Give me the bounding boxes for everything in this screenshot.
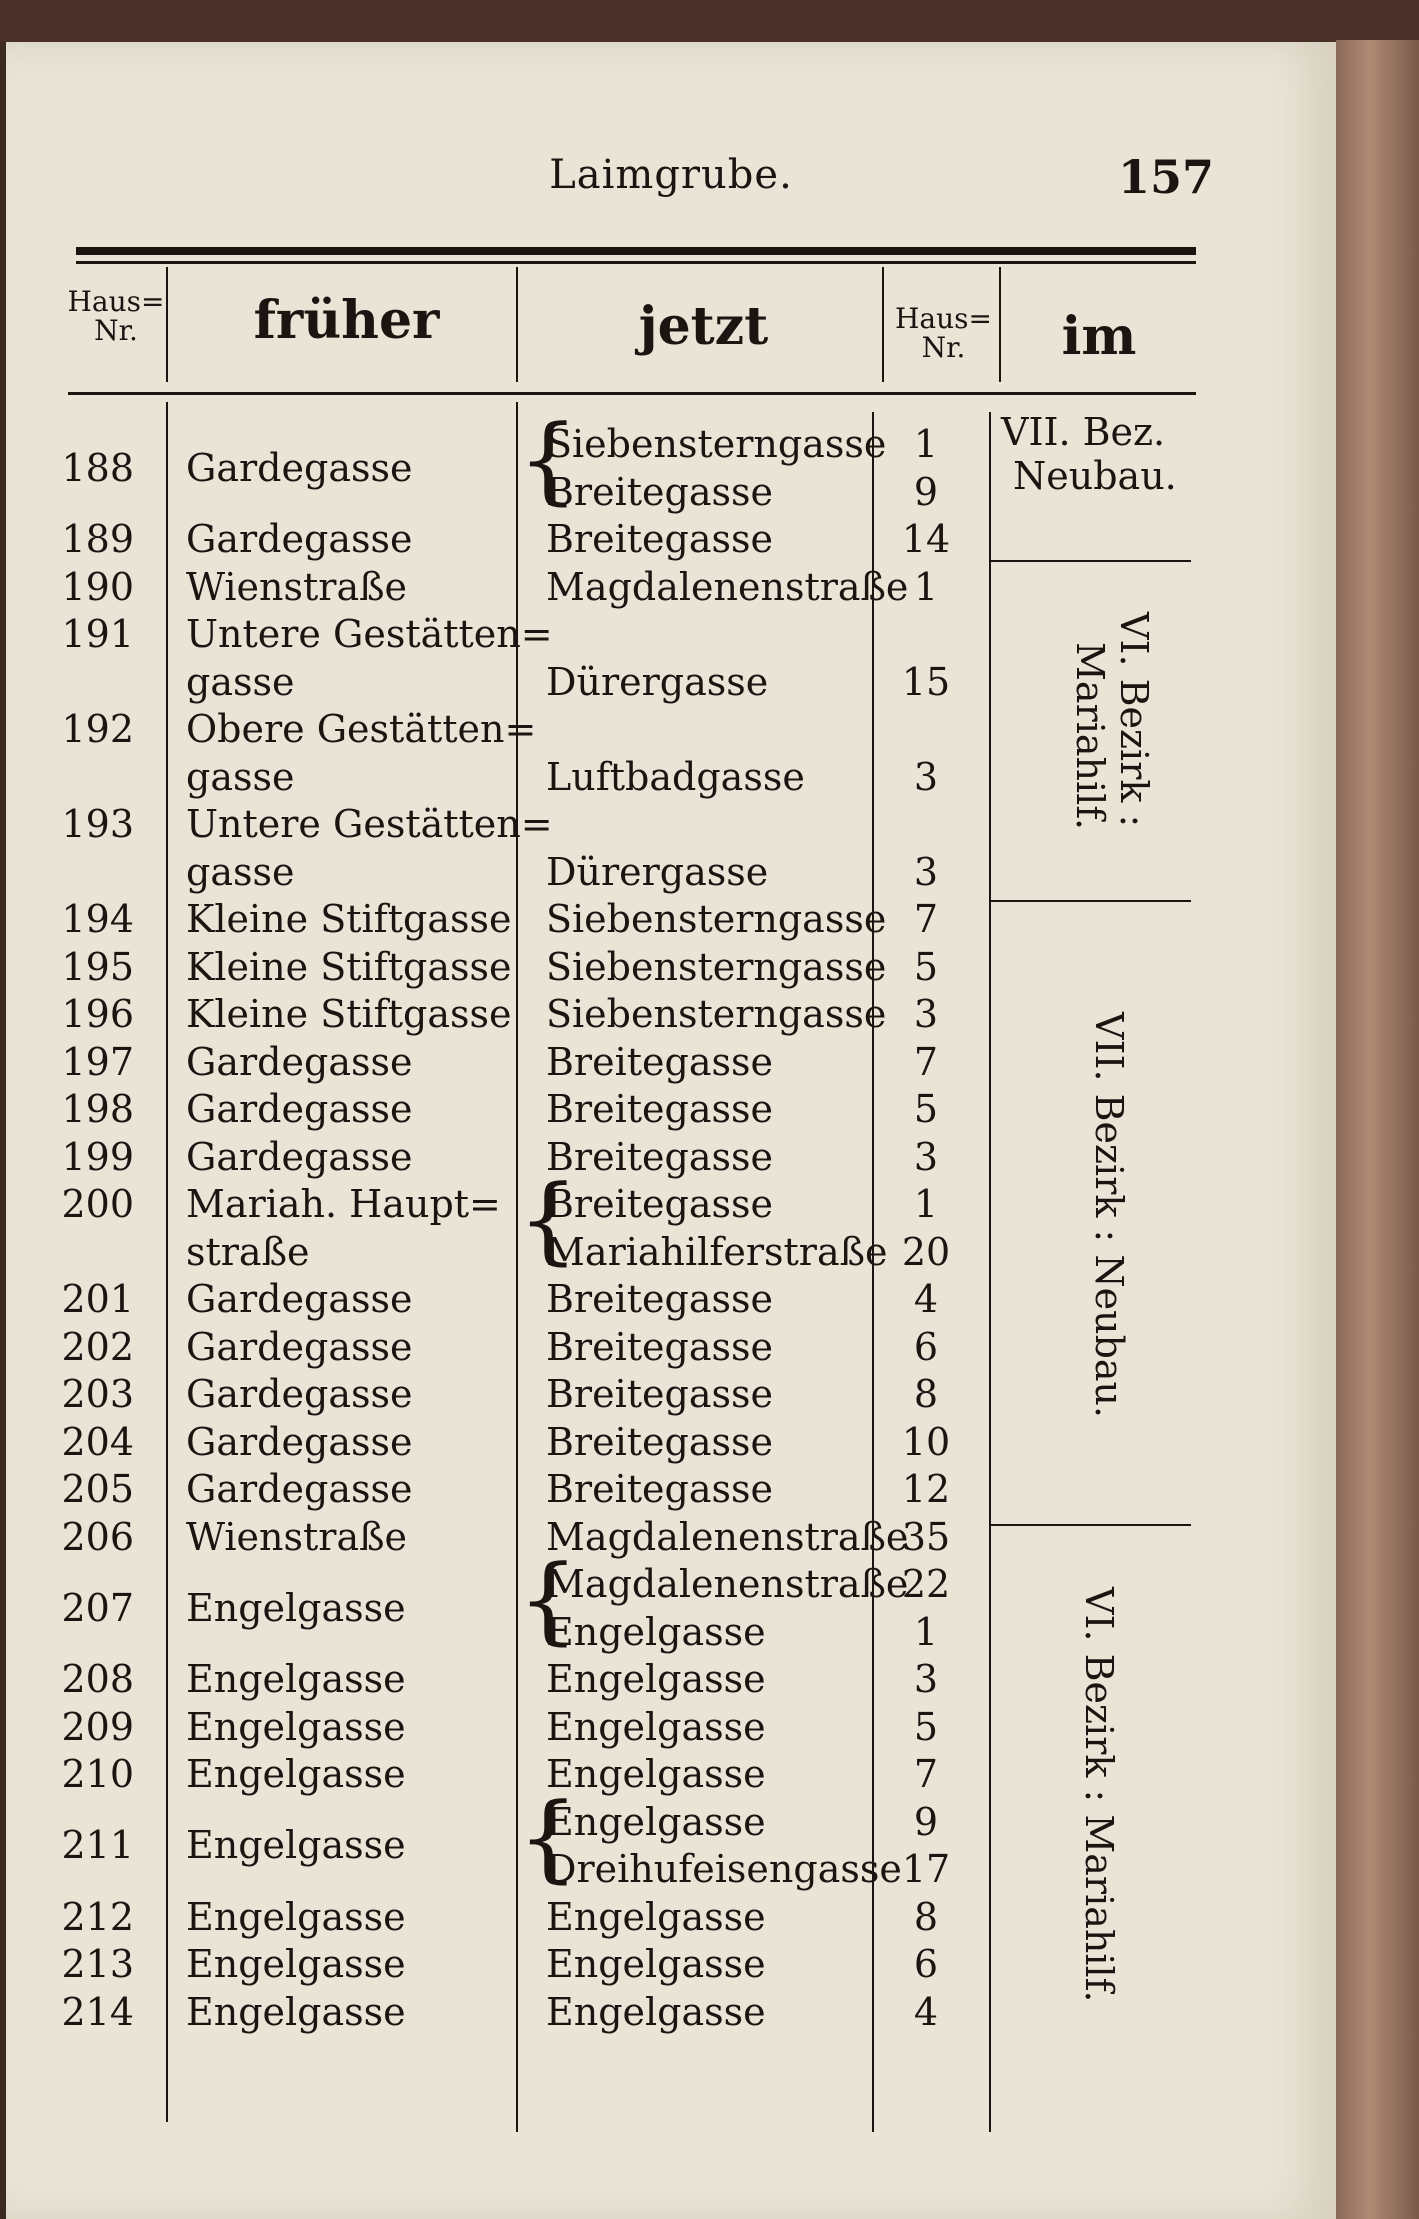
current-house-number: 8 bbox=[913, 1372, 939, 1416]
house-number: 201 bbox=[61, 1277, 134, 1321]
col-head-nr-label: Nr. bbox=[921, 331, 966, 365]
current-house-number: 1 bbox=[913, 564, 939, 609]
current-house-number: 15 bbox=[901, 659, 951, 704]
district-label bbox=[1001, 410, 1177, 498]
current-street-name: Engelgasse bbox=[546, 1704, 766, 1749]
current-house-number: 3 bbox=[913, 1657, 939, 1701]
former-street-name: Engelgasse bbox=[186, 1704, 406, 1749]
current-house-number: 4 bbox=[913, 1989, 939, 2034]
former-street-name: Engelgasse bbox=[186, 1894, 406, 1939]
current-street-name: Engelgasse bbox=[546, 1609, 766, 1654]
house-number: 212 bbox=[61, 1894, 134, 1939]
house-number: 204 bbox=[61, 1419, 134, 1464]
former-street-name: Untere Gestätten= bbox=[186, 612, 553, 656]
current-street-name: Magdalenenstraße bbox=[546, 564, 909, 609]
current-street-name: Breitegasse bbox=[546, 1087, 773, 1131]
col-head-frueher: früher bbox=[253, 290, 440, 351]
former-street-name: gasse bbox=[186, 849, 295, 894]
house-number: 195 bbox=[61, 944, 134, 989]
current-street-name: Breitegasse bbox=[546, 1372, 773, 1416]
current-street-name: Luftbadgasse bbox=[546, 754, 805, 799]
current-street-name: Siebensterngasse bbox=[546, 944, 887, 989]
current-street-name: Breitegasse bbox=[546, 469, 773, 514]
current-house-number: 35 bbox=[901, 1514, 951, 1559]
page-number: 157 bbox=[1118, 150, 1215, 204]
house-number: 189 bbox=[61, 517, 134, 561]
current-street-name: Breitegasse bbox=[546, 517, 773, 561]
current-street-name: Siebensterngasse bbox=[546, 897, 887, 941]
column-divider bbox=[882, 267, 884, 382]
current-street-name: Magdalenenstraße bbox=[546, 1514, 909, 1559]
col-head-haus-nr-right bbox=[886, 304, 1001, 363]
current-house-number: 3 bbox=[913, 849, 939, 894]
former-street-name: Kleine Stiftgasse bbox=[186, 944, 512, 989]
house-number: 213 bbox=[61, 1942, 134, 1986]
current-house-number: 14 bbox=[901, 517, 951, 561]
column-divider bbox=[516, 267, 518, 382]
district-label bbox=[1068, 612, 1156, 830]
book-top-edge bbox=[0, 0, 1419, 42]
house-number: 194 bbox=[61, 897, 134, 941]
house-number: 188 bbox=[61, 445, 134, 490]
column-divider bbox=[166, 267, 168, 382]
district-label-line: VII. Bez. bbox=[1001, 410, 1166, 454]
district-label-line: VI. Bezirk : bbox=[1112, 612, 1156, 828]
current-house-number: 7 bbox=[913, 897, 939, 941]
col-head-im: im bbox=[1061, 306, 1137, 367]
former-street-name: Engelgasse bbox=[186, 1989, 406, 2034]
former-street-name: Kleine Stiftgasse bbox=[186, 992, 512, 1036]
current-house-number: 22 bbox=[901, 1562, 951, 1606]
house-number: 209 bbox=[61, 1704, 134, 1749]
current-house-number: 8 bbox=[913, 1894, 939, 1939]
former-street-name: Wienstraße bbox=[186, 1514, 407, 1559]
former-street-name: straße bbox=[186, 1229, 310, 1274]
current-street-name: Mariahilferstraße bbox=[546, 1229, 888, 1274]
col-head-haus-label: Haus= bbox=[67, 285, 165, 318]
current-house-number: 4 bbox=[913, 1277, 939, 1321]
document-page bbox=[6, 42, 1336, 2219]
house-number: 200 bbox=[61, 1182, 134, 1226]
current-house-number: 3 bbox=[913, 1134, 939, 1179]
house-number: 196 bbox=[61, 992, 134, 1036]
header-rule-thin bbox=[76, 261, 1196, 264]
former-street-name: Untere Gestätten= bbox=[186, 802, 553, 846]
current-street-name: Engelgasse bbox=[546, 1942, 766, 1986]
current-house-number: 5 bbox=[913, 944, 939, 989]
current-street-name: Dürergasse bbox=[546, 659, 769, 704]
current-house-number: 1 bbox=[913, 422, 939, 466]
header-rule-thick bbox=[76, 247, 1196, 255]
book-page-edge bbox=[1336, 40, 1419, 2219]
current-street-name: Engelgasse bbox=[546, 1894, 766, 1939]
former-street-name: Engelgasse bbox=[186, 1585, 406, 1630]
current-street-name: Magdalenenstraße bbox=[546, 1562, 909, 1606]
district-separator bbox=[991, 900, 1191, 902]
current-street-name: Engelgasse bbox=[546, 1752, 766, 1796]
current-street-name: Breitegasse bbox=[546, 1419, 773, 1464]
former-street-name: Gardegasse bbox=[186, 1039, 413, 1084]
current-house-number: 1 bbox=[913, 1182, 939, 1226]
current-street-name: Breitegasse bbox=[546, 1467, 773, 1511]
former-street-name: gasse bbox=[186, 659, 295, 704]
current-house-number: 6 bbox=[913, 1324, 939, 1369]
current-street-name: Engelgasse bbox=[546, 1989, 766, 2034]
former-street-name: Gardegasse bbox=[186, 1087, 413, 1131]
district-separator bbox=[991, 560, 1191, 562]
house-number: 191 bbox=[61, 612, 134, 656]
former-street-name: Engelgasse bbox=[186, 1657, 406, 1701]
col-head-jetzt: jetzt bbox=[638, 296, 769, 357]
district-label-line: Mariahilf. bbox=[1068, 642, 1112, 831]
house-number: 203 bbox=[61, 1372, 134, 1416]
current-house-number: 9 bbox=[913, 469, 939, 514]
former-street-name: Gardegasse bbox=[186, 1324, 413, 1369]
column-divider bbox=[989, 412, 991, 2132]
house-number: 199 bbox=[61, 1134, 134, 1179]
col-head-nr-label: Nr. bbox=[94, 314, 138, 348]
house-number: 211 bbox=[61, 1823, 134, 1868]
house-number: 205 bbox=[61, 1467, 134, 1511]
current-house-number: 10 bbox=[901, 1419, 951, 1464]
current-house-number: 5 bbox=[913, 1704, 939, 1749]
district-label: VII. Bezirk : Neubau. bbox=[1087, 1012, 1131, 1419]
house-number: 210 bbox=[61, 1752, 134, 1796]
former-street-name: Gardegasse bbox=[186, 1134, 413, 1179]
header-bottom-rule bbox=[68, 392, 1196, 395]
current-street-name: Siebensterngasse bbox=[546, 422, 887, 466]
house-number: 206 bbox=[61, 1514, 134, 1559]
former-street-name: Wienstraße bbox=[186, 564, 407, 609]
district-label: VI. Bezirk : Mariahilf. bbox=[1077, 1587, 1121, 2003]
house-number: 208 bbox=[61, 1657, 134, 1701]
current-street-name: Breitegasse bbox=[546, 1277, 773, 1321]
house-number: 214 bbox=[61, 1989, 134, 2034]
grouping-brace: { bbox=[518, 405, 579, 515]
house-number: 192 bbox=[61, 707, 134, 751]
current-house-number: 12 bbox=[901, 1467, 951, 1511]
col-head-haus-nr-left bbox=[61, 287, 171, 346]
current-street-name: Dreihufeisengasse bbox=[546, 1847, 902, 1891]
current-street-name: Breitegasse bbox=[546, 1182, 773, 1226]
former-street-name: Gardegasse bbox=[186, 1419, 413, 1464]
house-number: 193 bbox=[61, 802, 134, 846]
current-house-number: 17 bbox=[901, 1847, 951, 1891]
running-head: Laimgrube. bbox=[549, 152, 793, 198]
current-house-number: 3 bbox=[913, 992, 939, 1036]
current-house-number: 7 bbox=[913, 1039, 939, 1084]
current-house-number: 1 bbox=[913, 1609, 939, 1654]
former-street-name: Mariah. Haupt= bbox=[186, 1182, 501, 1226]
former-street-name: Engelgasse bbox=[186, 1823, 406, 1868]
col-head-haus-label: Haus= bbox=[895, 302, 992, 335]
former-street-name: Obere Gestätten= bbox=[186, 707, 537, 751]
current-house-number: 20 bbox=[901, 1229, 951, 1274]
house-number: 197 bbox=[61, 1039, 134, 1084]
house-number: 207 bbox=[61, 1585, 134, 1630]
current-street-name: Breitegasse bbox=[546, 1324, 773, 1369]
former-street-name: Gardegasse bbox=[186, 1277, 413, 1321]
current-street-name: Engelgasse bbox=[546, 1657, 766, 1701]
current-street-name: Dürergasse bbox=[546, 849, 769, 894]
house-number: 198 bbox=[61, 1087, 134, 1131]
district-separator bbox=[991, 1524, 1191, 1526]
former-street-name: Gardegasse bbox=[186, 1467, 413, 1511]
column-divider bbox=[999, 267, 1001, 382]
former-street-name: Kleine Stiftgasse bbox=[186, 897, 512, 941]
former-street-name: gasse bbox=[186, 754, 295, 799]
grouping-brace: { bbox=[518, 1545, 579, 1655]
column-divider bbox=[166, 402, 168, 2122]
current-house-number: 6 bbox=[913, 1942, 939, 1986]
former-street-name: Engelgasse bbox=[186, 1942, 406, 1986]
current-street-name: Siebensterngasse bbox=[546, 992, 887, 1036]
former-street-name: Gardegasse bbox=[186, 445, 413, 490]
current-street-name: Breitegasse bbox=[546, 1134, 773, 1179]
current-house-number: 9 bbox=[913, 1799, 939, 1844]
current-house-number: 3 bbox=[913, 754, 939, 799]
current-street-name: Engelgasse bbox=[546, 1799, 766, 1844]
former-street-name: Engelgasse bbox=[186, 1752, 406, 1796]
house-number: 190 bbox=[61, 564, 134, 609]
current-house-number: 5 bbox=[913, 1087, 939, 1131]
former-street-name: Gardegasse bbox=[186, 1372, 413, 1416]
grouping-brace: { bbox=[518, 1165, 579, 1275]
former-street-name: Gardegasse bbox=[186, 517, 413, 561]
district-label-line: Neubau. bbox=[1013, 454, 1177, 498]
current-house-number: 7 bbox=[913, 1752, 939, 1796]
current-street-name: Breitegasse bbox=[546, 1039, 773, 1084]
grouping-brace: { bbox=[518, 1782, 579, 1893]
house-number: 202 bbox=[61, 1324, 134, 1369]
